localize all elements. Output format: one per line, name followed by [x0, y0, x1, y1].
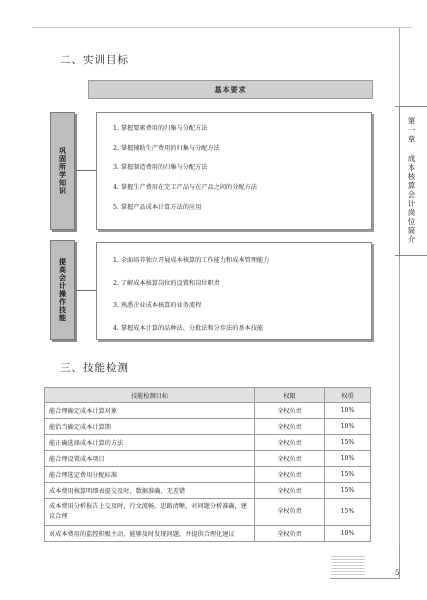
margin-line-top — [399, 28, 400, 106]
corner-rule-horizontal — [330, 578, 400, 579]
table-header-row — [45, 388, 371, 403]
group1-items-box — [96, 112, 372, 230]
group2-connector — [76, 290, 96, 291]
corner-stripes — [331, 556, 365, 577]
group2-label: 提高会计操作技能 — [58, 258, 67, 322]
section-title-goals: 二、实训目标 — [60, 54, 129, 66]
group1-label: 巩固所学知识 — [58, 147, 67, 195]
header-auth: 权限 — [255, 388, 325, 403]
cell-goal: 成本费用分析报告上交及时，行文流畅，思路清晰，对问题分析准确，建议合理 — [45, 499, 255, 526]
cell-goal: 能恰当确定成本计算期 — [45, 419, 255, 435]
table-row — [45, 526, 371, 542]
header-goal: 技能检测目标 — [45, 388, 255, 403]
table-row — [45, 483, 371, 499]
list-item: 4. 掌握生产费用在完工产品与在产品之间的分配方法 — [113, 184, 257, 192]
table-row — [45, 403, 371, 419]
list-item: 2. 了解成本核算岗位的设置和岗位职责 — [113, 279, 220, 287]
cell-auth: 全权负责 — [255, 403, 325, 419]
cell-goal: 能合理选定费用分配标准 — [45, 467, 255, 483]
group2-label-tab — [50, 240, 75, 340]
list-item: 4. 掌握成本计算的品种法、分批法和分步法的基本技能 — [113, 324, 264, 332]
section-title-skills: 三、技能检测 — [60, 362, 129, 374]
chapter-label: 第一章 成本核算会计岗位简介 — [407, 117, 416, 245]
group1-connector — [76, 170, 96, 171]
list-item: 1. 全面培养独立开展成本核算的工作能力和成本管理能力 — [113, 257, 270, 264]
cell-auth: 全权负责 — [255, 419, 325, 435]
table-row — [45, 451, 371, 467]
group2-items-box — [96, 242, 372, 340]
skills-table — [44, 387, 371, 542]
cell-auth: 全权负责 — [255, 467, 325, 483]
margin-line-bottom — [399, 256, 400, 546]
cell-auth: 全权负责 — [255, 451, 325, 467]
chapter-tab-rule — [399, 107, 400, 257]
cell-weight: 10% — [325, 419, 371, 435]
cell-weight: 10% — [325, 403, 371, 419]
cell-goal: 对成本费用的监控积极主动，能够及时发现问题，并提供合理化建议 — [45, 526, 255, 542]
cell-weight: 10% — [325, 451, 371, 467]
table-row — [45, 435, 371, 451]
page-number: 5 — [395, 569, 400, 577]
cell-auth: 全权负责 — [255, 499, 325, 526]
cell-goal: 成本费用核算明细表提交及时，数据准确，无差错 — [45, 483, 255, 499]
table-row — [45, 419, 371, 435]
cell-goal: 能正确选择成本计算的方法 — [45, 435, 255, 451]
cell-weight: 15% — [325, 499, 371, 526]
cell-weight: 15% — [325, 467, 371, 483]
cell-weight: 10% — [325, 526, 371, 542]
list-item: 3. 熟悉企业成本核算的业务流程 — [113, 302, 202, 309]
cell-auth: 全权负责 — [255, 526, 325, 542]
cell-auth: 全权负责 — [255, 483, 325, 499]
cell-auth: 全权负责 — [255, 435, 325, 451]
requirements-header: 基本要求 — [88, 80, 373, 99]
cell-goal: 能合理设置成本项目 — [45, 451, 255, 467]
cell-weight: 15% — [325, 435, 371, 451]
group1-label-tab — [50, 112, 75, 230]
cell-weight: 15% — [325, 483, 371, 499]
list-item: 1. 掌握要素费用的归集与分配方法 — [113, 125, 208, 132]
chapter-tab — [395, 106, 427, 256]
list-item: 3. 掌握制造费用的归集与分配方法 — [113, 164, 208, 172]
cell-goal: 能合理确定成本计算对象 — [45, 403, 255, 419]
header-weight: 权重 — [325, 388, 371, 403]
table-row — [45, 467, 371, 483]
top-rule — [32, 27, 412, 28]
table-row — [45, 499, 371, 526]
list-item: 2. 掌握辅助生产费用的归集与分配方法 — [113, 144, 220, 152]
list-item: 5. 掌握产品成本计算方法的应用 — [113, 203, 202, 211]
